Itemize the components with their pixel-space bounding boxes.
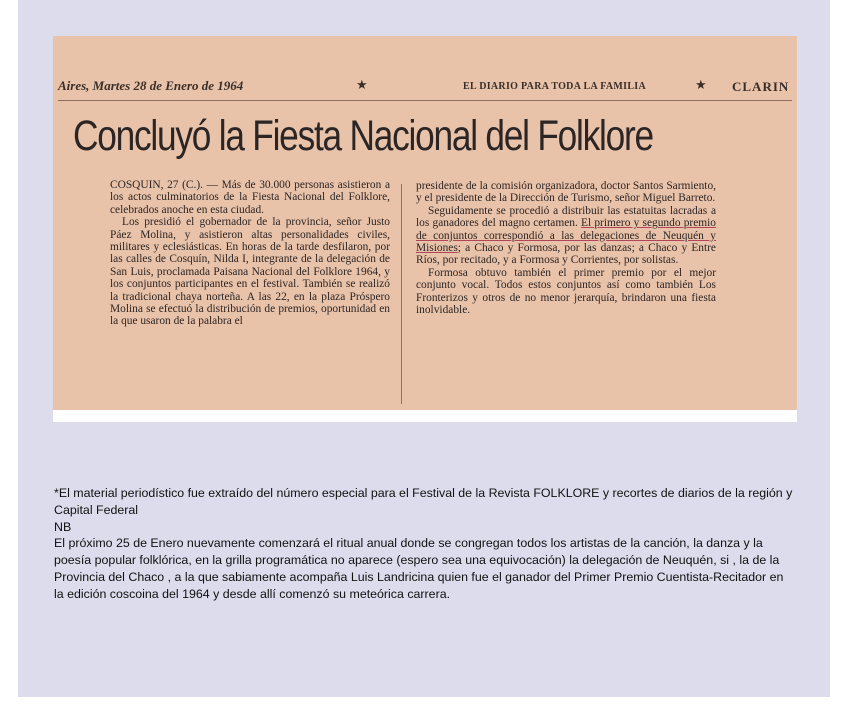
article-paragraph bbox=[416, 205, 716, 267]
source-note: *El material periodístico fue extraído del número especial para el Festival de la Revista FOLKLORE y recortes de diarios de la región y Capital Federal bbox=[54, 486, 793, 517]
article-text: Seguidamente se procedió a distribuir las estatuitas lacradas a los ganadores del magno certamen. bbox=[416, 204, 716, 230]
header-slogan: EL DIARIO PARA TODA LA FAMILIA bbox=[463, 81, 647, 92]
nb-label: NB bbox=[54, 519, 72, 534]
article-paragraph: presidente de la comisión organizadora, doctor Santos Sarmiento, y el presidente de la Dirección de Turismo, señor Miguel Barreto. bbox=[416, 180, 716, 205]
nb-text: El próximo 25 de Enero nuevamente comenzará el ritual anual donde se congregan todos los artistas de la canción, la danza y la poesía popular folklórica, en la grilla programática no aparece (espero sea una equivocación) la delegación de Neuquén, si , la de la Provincia del Chaco , a la que sabiamente acompaña Luis Landricina quien fue el ganador del Primer Premio Cuentista-Recitador en la edición coscoina del 1964 y desde allí comenzó su meteórica carrera. bbox=[54, 536, 784, 601]
article-text: ; a Chaco y Formosa, por las danzas; a Chaco y Entre Ríos, por recitado, y a Formosa y Corrientes, por solistas. bbox=[416, 242, 716, 267]
star-icon: ★ bbox=[356, 77, 368, 92]
underlined-text: El primero y segundo premio de conjuntos correspondió a las delegaciones de Neuquén y Misiones bbox=[416, 217, 716, 255]
newspaper-name: CLARIN bbox=[732, 79, 790, 94]
article-column-right bbox=[416, 180, 716, 316]
newspaper-clipping bbox=[53, 36, 797, 420]
article-paragraph: COSQUIN, 27 (C.). — Más de 30.000 personas asistieron a los actos culminatorios de la Fiesta Nacional del Folklore, celebrados anoche en esta ciudad. bbox=[110, 179, 390, 216]
header-rule bbox=[58, 100, 792, 101]
article-paragraph: Formosa obtuvo también el primer premio por el mejor conjunto vocal. Todos estos conjuntos así como también Los Fronterizos y otros de no menor jerarquía, brindaron una fiesta inolvidable. bbox=[416, 266, 716, 317]
clipping-bottom-edge bbox=[53, 410, 797, 422]
header-date: Aires, Martes 28 de Enero de 1964 bbox=[58, 78, 244, 93]
article-column-left bbox=[110, 179, 390, 328]
clipping-header bbox=[58, 76, 792, 98]
headline: Concluyó la Fiesta Nacional del Folklore bbox=[73, 112, 653, 160]
footnote bbox=[54, 485, 796, 603]
star-icon: ★ bbox=[695, 77, 707, 92]
article-paragraph: Los presidió el gobernador de la provincia, señor Justo Páez Molina, y asistieron altas personalidades civiles, militares y eclesiásticas. En horas de la tarde desfilaron, por las calles de Cosquín, Nilda I, integrante de la delegación de San Luis, proclamada Paisana Nacional del Folklore 1964, y los conjuntos participantes en el festival. También se realizó la tradicional chaya norteña. A las 22, en la plaza Próspero Molina se efectuó la distribución de premios, oportunidad en la que usaron de la palabra el bbox=[110, 216, 390, 328]
column-divider bbox=[401, 184, 402, 404]
